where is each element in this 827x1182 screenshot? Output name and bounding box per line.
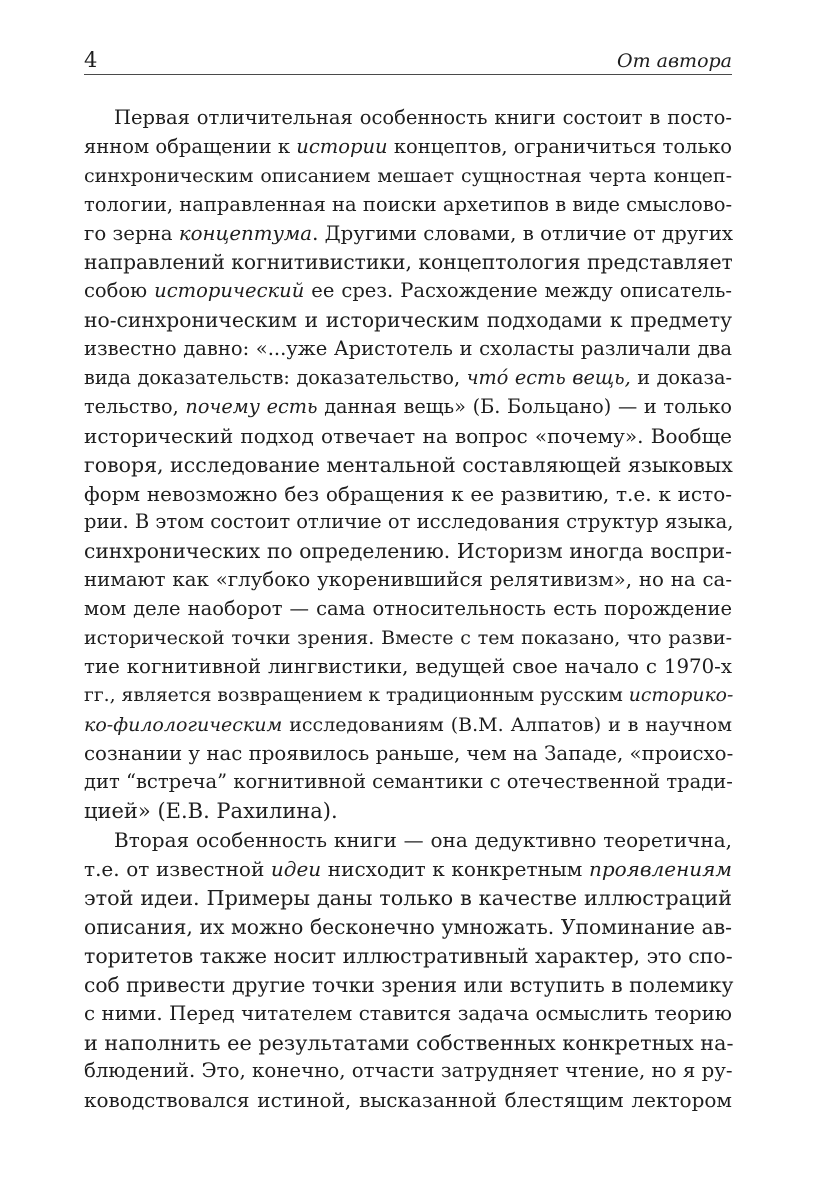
text-span: гг., является возвращением к традиционным русским — [84, 684, 629, 706]
text-line — [84, 393, 732, 422]
text-line — [84, 1000, 732, 1029]
text-line — [84, 624, 732, 653]
text-span: янном обращении к — [84, 134, 297, 158]
text-line — [84, 653, 732, 682]
text-line — [84, 884, 732, 913]
italic-text: истории — [296, 134, 388, 158]
text-line — [84, 306, 732, 335]
page-number: 4 — [84, 48, 98, 72]
text-span: соб привести другие точки зрения или вступить в полемику — [84, 972, 734, 997]
page-header — [84, 44, 732, 75]
text-span: направлений когнитивистики, концептология представляет — [84, 250, 733, 275]
text-span: но-синхроническим и историческим подходами к предмету — [84, 308, 732, 333]
text-line — [84, 537, 732, 566]
text-span: цией» (Е.В. Рахилина). — [84, 799, 338, 824]
text-span: собою — [84, 279, 155, 303]
text-line — [84, 335, 732, 364]
italic-text: проявлениям — [588, 857, 732, 882]
text-line — [84, 451, 732, 480]
text-span: описания, их можно бесконечно умножать. Упоминание ав- — [84, 914, 732, 939]
text-line — [84, 508, 732, 537]
text-span: синхроническим описанием мешает сущностная черта концеп- — [84, 164, 732, 187]
text-line — [84, 1086, 732, 1115]
text-span: т.е. от известной — [84, 857, 271, 882]
text-line — [84, 104, 732, 133]
text-line — [84, 364, 732, 393]
text-line — [84, 277, 732, 306]
text-line — [84, 162, 732, 191]
text-span: нимают как «глубоко укоренившийся релятивизм», но на са- — [84, 568, 732, 592]
text-span: Первая отличительная особенность книги состоит в посто- — [114, 106, 732, 129]
text-line — [84, 913, 732, 942]
body-text — [84, 104, 732, 1115]
text-span: исторической точки зрения. Вместе с тем показано, что разви- — [84, 627, 732, 650]
text-span: мом деле наоборот — сама относительность есть порождение — [84, 597, 732, 621]
italic-text: концептума — [178, 221, 313, 245]
text-span: говоря, исследование ментальной составляющей языковых — [84, 452, 733, 477]
text-line — [84, 740, 732, 769]
text-span: концептов, ограничиться только — [387, 134, 732, 158]
text-span: форм невозможно без обращения к ее развитию, т.е. к исто- — [84, 481, 732, 506]
text-span: сознании у нас проявилось раньше, чем на Западе, «происхо- — [84, 741, 734, 765]
running-head: От автора — [617, 50, 732, 72]
text-line — [84, 971, 732, 1000]
text-span: . Другими словами, в отличие от других — [312, 221, 734, 245]
text-line — [84, 133, 732, 162]
text-line — [84, 1029, 732, 1058]
text-span: с ними. Перед читателем ставится задача осмыслить теорию — [84, 1001, 732, 1025]
text-span: вида доказательств: доказательство, — [84, 366, 467, 390]
italic-text: почему есть — [185, 394, 318, 418]
text-span: Вторая особенность книги — она дедуктивно теоретична, — [114, 828, 732, 853]
text-line — [84, 191, 732, 220]
text-line — [84, 711, 732, 740]
text-span: тельство, — [84, 394, 186, 418]
text-line — [84, 797, 732, 826]
text-span: синхронических по определению. Историзм иногда воспри- — [84, 539, 732, 564]
text-span: дит “встреча” когнитивной семантики с отечественной тради- — [84, 770, 733, 794]
text-line — [84, 826, 732, 855]
italic-text: что́ есть вещь, — [466, 366, 631, 390]
text-span: и доказа- — [630, 366, 732, 390]
text-span: исторический подход отвечает на вопрос «почему». Вообще — [84, 423, 732, 448]
text-line — [84, 855, 732, 884]
text-line — [84, 566, 732, 595]
text-span: исследованиям (В.М. Алпатов) и в научном — [282, 713, 732, 736]
text-line — [84, 1057, 732, 1086]
text-line — [84, 480, 732, 509]
text-span: тологии, направленная на поиски архетипов в виде смыслово- — [84, 192, 733, 216]
italic-text: ко-филологическим — [84, 713, 283, 736]
text-line — [84, 220, 732, 249]
text-span: ее срез. Расхождение между описатель- — [304, 279, 732, 303]
text-span: блюдений. Это, конечно, отчасти затрудняет чтение, но я ру- — [84, 1059, 733, 1083]
text-line — [84, 682, 732, 711]
text-line — [84, 942, 732, 971]
text-span: рии. В этом состоит отличие от исследования структур языка, — [84, 510, 734, 534]
text-line — [84, 768, 732, 797]
text-span: торитетов также носит иллюстративный характер, это спо- — [84, 943, 733, 968]
text-span: и наполнить ее результатами собственных конкретных на- — [84, 1030, 734, 1055]
text-span: нисходит к конкретным — [321, 857, 589, 882]
italic-text: идеи — [270, 857, 322, 882]
italic-text: исторический — [154, 279, 305, 303]
text-line — [84, 248, 732, 277]
text-span: данная вещь» (Б. Больцано) — и только — [317, 394, 732, 418]
text-line — [84, 595, 732, 624]
text-span: известно давно: «...уже Аристотель и схоласты различали два — [84, 337, 732, 361]
text-span: этой идеи. Примеры даны только в качестве иллюстраций — [84, 886, 732, 911]
text-span: го зерна — [84, 221, 179, 245]
text-line — [84, 422, 732, 451]
text-span: ководствовался истиной, высказанной блестящим лектором — [84, 1088, 732, 1113]
text-span: тие когнитивной лингвистики, ведущей свое начало с 1970-х — [84, 654, 732, 678]
italic-text: историко- — [628, 684, 734, 706]
